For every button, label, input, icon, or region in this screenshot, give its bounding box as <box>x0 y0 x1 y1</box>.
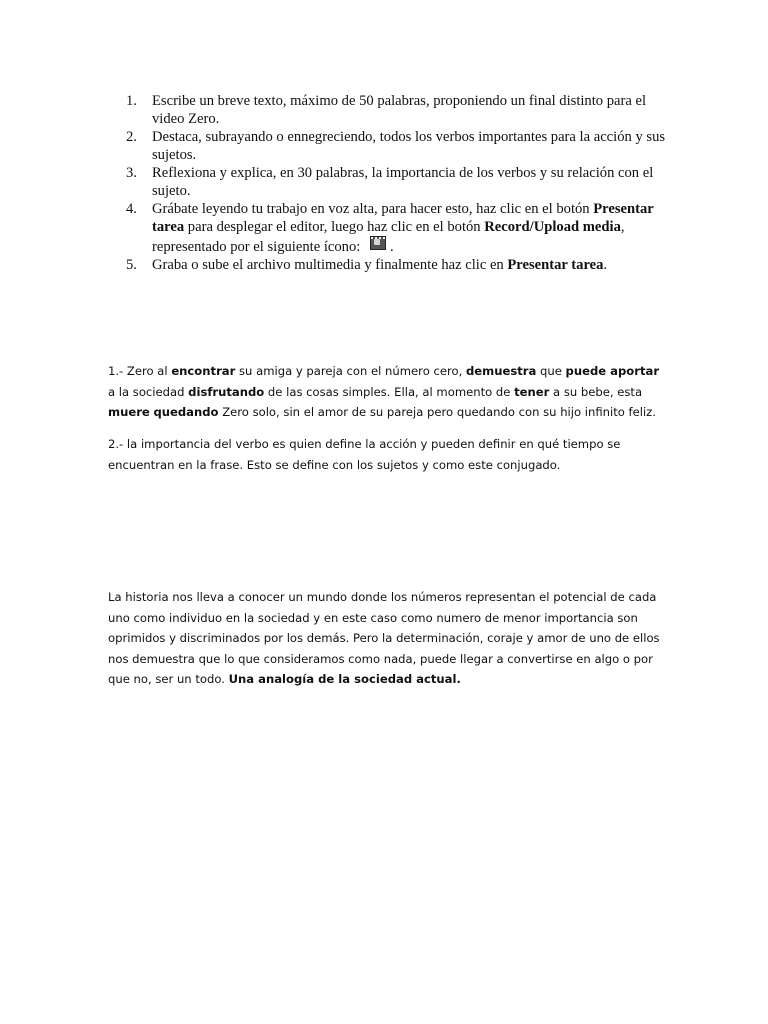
instruction-item <box>126 128 666 164</box>
verb-bold: demuestra <box>465 364 537 378</box>
text-run: a su bebe, esta <box>549 384 643 399</box>
verb-bold: puede aportar <box>565 364 660 378</box>
verb-bold: disfrutando <box>188 384 265 399</box>
answer-1-paragraph <box>108 361 668 423</box>
text-run: La historia nos lleva a conocer un mundo donde los números representan el potencial de cada uno como individuo en la sociedad y en este caso como numero de menor importancia son oprimidos y discriminados por los demás. Pero la determinación, coraje y amor de uno de ellos nos demuestra que lo que consideramos como nada, puede llegar a convertirse en algo o por que no, ser un todo. <box>108 590 660 686</box>
item-text: Reflexiona y explica, en 30 palabras, la importancia de los verbos y su relación con el sujeto. <box>152 165 654 199</box>
item-text: . <box>603 257 608 273</box>
answer-1 <box>108 361 668 423</box>
answer-2 <box>108 434 668 475</box>
text-run: de las cosas simples. Ella, al momento de <box>264 384 515 399</box>
item-text: Grábate leyendo tu trabajo en voz alta, para hacer esto, haz clic en el botón <box>152 201 590 217</box>
instruction-item <box>126 200 666 256</box>
item-number: 3. <box>126 165 137 181</box>
text-run: su amiga y pareja con el número cero, <box>235 364 466 378</box>
presentar-tarea-label: Presentar tarea <box>152 201 654 235</box>
instruction-item <box>126 164 666 200</box>
conclusion-bold: Una analogía de la sociedad actual. <box>228 672 461 686</box>
verb-bold: muere <box>108 405 150 419</box>
verb-bold: tener <box>514 384 550 399</box>
verb-bold: encontrar <box>171 364 236 378</box>
instruction-item <box>126 92 666 128</box>
item-text: Graba o sube el archivo multimedia y finalmente haz clic en <box>152 257 508 273</box>
text-run: que <box>536 364 566 378</box>
record-upload-label: Record/Upload media <box>484 219 621 235</box>
item-number: 4. <box>126 201 137 217</box>
presentar-tarea-label: Presentar tarea <box>507 257 604 273</box>
item-number: 5. <box>126 257 137 273</box>
item-text: para desplegar el editor, luego haz clic en el botón <box>184 219 485 235</box>
item-text: Escribe un breve texto, máximo de 50 palabras, proponiendo un final distinto para el video Zero. <box>152 93 647 127</box>
item-number: 1. <box>126 93 137 109</box>
answer-2-paragraph: 2.- la importancia del verbo es quien define la acción y pueden definir en qué tiempo se encuentran en la frase. Esto se define con los sujetos y como este conjugado. <box>108 437 621 472</box>
verb-bold: quedando <box>153 405 219 419</box>
text-run: Zero solo, sin el amor de su pareja pero quedando con su hijo infinito feliz. <box>218 405 656 419</box>
item-text: . <box>389 239 394 255</box>
item-text: Destaca, subrayando o ennegreciendo, todos los verbos importantes para la acción y sus sujetos. <box>152 129 666 163</box>
text-run: a la sociedad <box>108 384 189 399</box>
reflection <box>108 587 668 690</box>
film-media-icon <box>370 236 386 250</box>
item-number: 2. <box>126 129 137 145</box>
instruction-list <box>126 92 666 274</box>
instruction-item <box>126 256 666 274</box>
item-text: , representado por el siguiente ícono: <box>152 219 625 255</box>
reflection-paragraph <box>108 587 668 690</box>
text-run: 1.- Zero al <box>108 364 172 378</box>
